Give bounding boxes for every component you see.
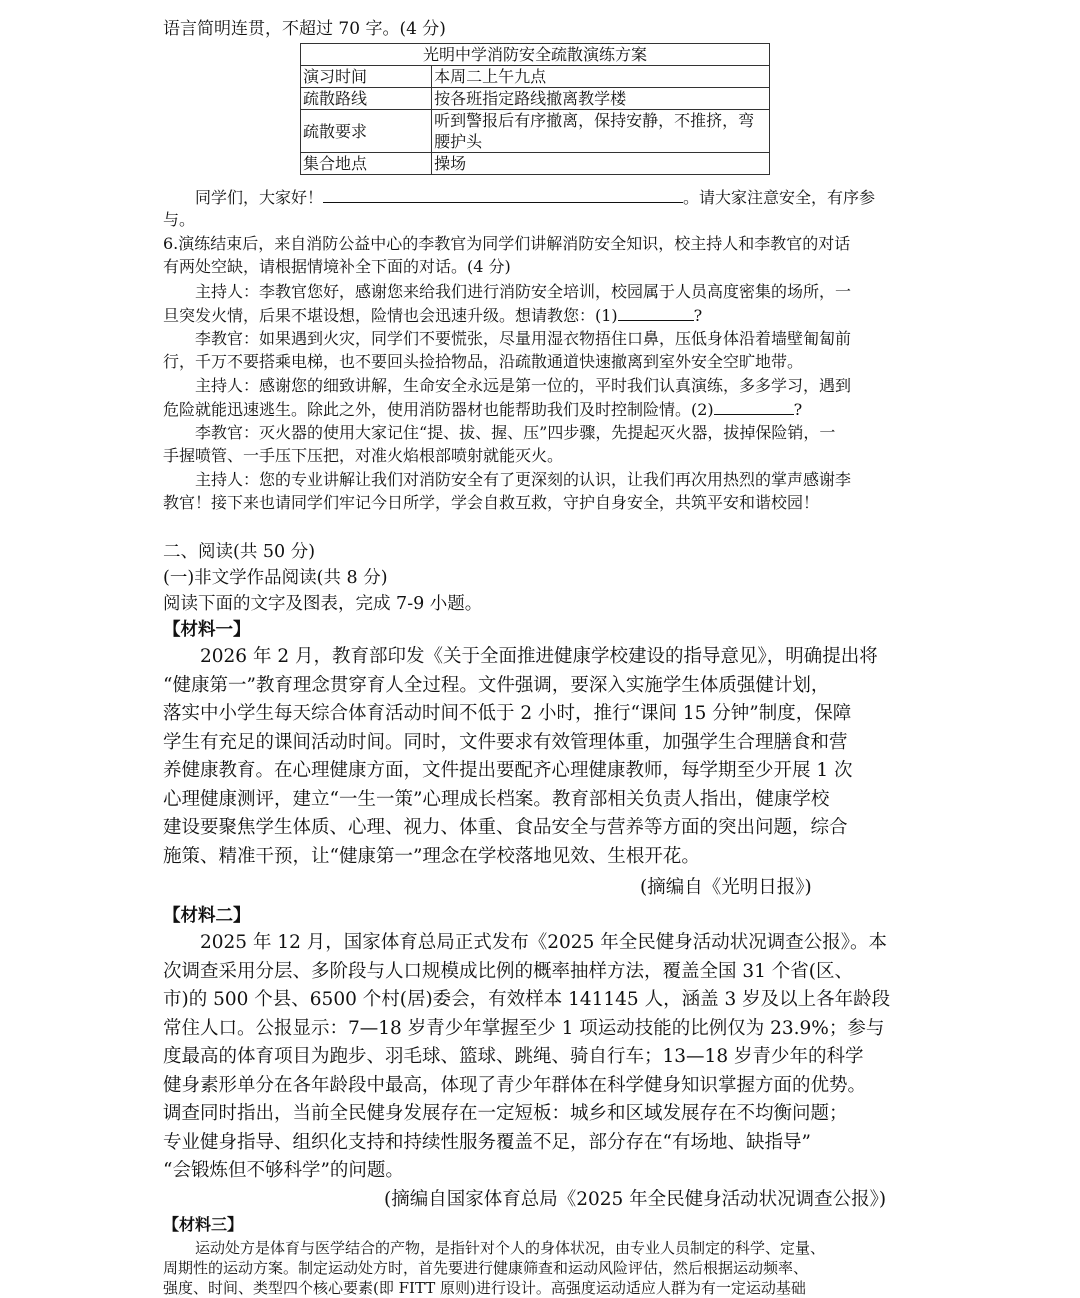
table-row (301, 66, 770, 88)
table-cell-value: 本周二上午九点 (432, 66, 770, 88)
section-heading: 二、阅读(共 50 分) (163, 542, 316, 562)
answer-blank-1[interactable] (618, 304, 694, 321)
dialogue-officer-1: 李教官：如果遇到火灾，同学们不要慌张，尽量用湿衣物捂住口鼻，压低身体沿着墙壁匍匐前 (195, 329, 852, 348)
dialogue-host-2: 主持人：感谢您的细致讲解，生命安全永远是第一位的，平时我们认真演练，多多学习，遇到 (195, 376, 852, 395)
material-2-line: 度最高的体育项目为跑步、羽毛球、篮球、跳绳、骑自行车；13—18 岁青少年的科学 (163, 1046, 864, 1067)
material-1-line: 学生有充足的课间活动时间。同时，文件要求有效管理体重，加强学生合理膳食和营 (163, 732, 848, 753)
table-cell-value: 操场 (432, 153, 770, 175)
material-1-label: 【材料一】 (163, 620, 251, 640)
dialogue-host-1-cont (163, 304, 702, 327)
material-2-line: 2025 年 12 月，国家体育总局正式发布《2025 年全民健身活动状况调查公报》。本 (200, 932, 887, 953)
material-2-line: 常住人口。公报显示：7—18 岁青少年掌握至少 1 项运动技能的比例仅为 23.9%；参与 (163, 1018, 885, 1039)
q6-stem-line2: 有两处空缺，请根据情境补全下面的对话。(4 分) (163, 257, 511, 276)
table-title-row (301, 44, 770, 66)
reading-instruction: 阅读下面的文字及图表，完成 7-9 小题。 (163, 594, 483, 614)
table-row (301, 153, 770, 175)
material-2-line: 健身素形单分在各年龄段中最高，体现了青少年群体在科学健身知识掌握方面的优势。 (163, 1075, 867, 1096)
q6-stem-line1: 6.演练结束后，来自消防公益中心的李教官为同学们讲解消防安全知识，校主持人和李教官的对话 (163, 234, 851, 253)
dialogue-host-3-cont: 教官！接下来也请同学们牢记今日所学，学会自救互救，守护自身安全，共筑平安和谐校园！ (163, 493, 820, 512)
material-1-line: 落实中小学生每天综合体育活动时间不低于 2 小时，推行“课间 15 分钟”制度，保障 (163, 703, 852, 724)
answer-blank-2[interactable] (714, 398, 794, 415)
question-mark: ? (793, 400, 803, 419)
table-row (301, 110, 770, 153)
q5-answer-prefix: 同学们，大家好！ (195, 188, 324, 207)
material-3-line: 周期性的运动方案。制定运动处方时，首先要进行健康筛查和运动风险评估，然后根据运动频率、 (163, 1259, 809, 1277)
table-cell-value: 听到警报后有序撤离，保持安静，不推挤，弯腰护头 (432, 110, 770, 153)
dialogue-text: 危险就能迅速逃生。除此之外，使用消防器材也能帮助我们及时控制险情。(2) (163, 400, 714, 419)
table-row (301, 88, 770, 110)
material-3-line: 强度、时间、类型四个核心要素(即 FITT 原则)进行设计。高强度运动适应人群为有一定运动基础 (163, 1279, 806, 1297)
dialogue-host-3: 主持人：您的专业讲解让我们对消防安全有了更深刻的认识，让我们再次用热烈的掌声感谢李 (195, 470, 852, 489)
material-1-line: 心理健康测评，建立“一生一策”心理成长档案。教育部相关负责人指出，健康学校 (163, 789, 830, 810)
dialogue-text: 旦突发火情，后果不堪设想，险情也会迅速升级。想请教您：(1) (163, 306, 618, 325)
drill-plan-table (300, 43, 770, 175)
material-1-source: (摘编自《光明日报》) (640, 877, 812, 898)
material-1-line: “健康第一”教育理念贯穿育人全过程。文件强调，要深入实施学生体质强健计划， (163, 675, 830, 696)
table-cell-value: 按各班指定路线撤离教学楼 (432, 88, 770, 110)
dialogue-officer-1-cont: 行，千万不要搭乘电梯，也不要回头捡拾物品，沿疏散通道快速撤离到室外安全空旷地带。 (163, 352, 804, 371)
q5-requirement: 语言简明连贯，不超过 70 字。(4 分) (163, 19, 446, 39)
subsection-heading: (一)非文学作品阅读(共 8 分) (163, 568, 388, 588)
material-1-line: 建设要聚焦学生体质、心理、视力、体重、食品安全与营养等方面的突出问题，综合 (163, 817, 848, 838)
material-1-line: 2026 年 2 月，教育部印发《关于全面推进健康学校建设的指导意见》，明确提出将 (200, 646, 878, 667)
dialogue-host-1: 主持人：李教官您好，感谢您来给我们进行消防安全培训，校园属于人员高度密集的场所，一 (195, 282, 852, 301)
material-2-source: (摘编自国家体育总局《2025 年全民健身活动状况调查公报》) (384, 1189, 887, 1210)
material-2-line: 调查同时指出，当前全民健身发展存在一定短板：城乡和区域发展存在不均衡问题； (163, 1103, 848, 1124)
material-3-line: 运动处方是体育与医学结合的产物，是指针对个人的身体状况，由专业人员制定的科学、定量、 (195, 1239, 826, 1257)
dialogue-officer-2-cont: 手握喷管、一手压下压把，对准火焰根部喷射就能灭火。 (163, 446, 564, 465)
question-mark: ? (693, 306, 703, 325)
table-title: 光明中学消防安全疏散演练方案 (301, 44, 770, 66)
table-cell-label: 演习时间 (301, 66, 432, 88)
material-2-line: 次调查采用分层、多阶段与人口规模成比例的概率抽样方法，覆盖全国 31 个省(区、 (163, 961, 854, 982)
material-2-label: 【材料二】 (163, 906, 251, 926)
answer-blank[interactable] (323, 186, 683, 203)
q5-answer-suffix: 。请大家注意安全，有序参 (683, 188, 876, 207)
material-1-line: 施策、精准干预，让“健康第一”理念在学校落地见效、生根开花。 (163, 846, 700, 867)
dialogue-officer-2: 李教官：灭火器的使用大家记住“提、拔、握、压”四步骤，先提起灭火器，拔掉保险销，一 (195, 423, 836, 442)
dialogue-host-2-cont (163, 398, 802, 421)
table-cell-label: 疏散要求 (301, 110, 432, 153)
table-cell-label: 疏散路线 (301, 88, 432, 110)
table-cell-label: 集合地点 (301, 153, 432, 175)
material-2-line: “会锻炼但不够科学”的问题。 (163, 1160, 404, 1181)
material-2-line: 专业健身指导、组织化支持和持续性服务覆盖不足，部分存在“有场地、缺指导” (163, 1132, 811, 1153)
q5-answer-wrap: 与。 (163, 210, 196, 229)
material-3-label: 【材料三】 (163, 1215, 244, 1234)
q5-answer-line (195, 186, 875, 209)
material-2-line: 市)的 500 个县、6500 个村(居)委会，有效样本 141145 人，涵盖 3 岁及以上各年龄段 (163, 989, 891, 1010)
material-1-line: 养健康教育。在心理健康方面，文件提出要配齐心理健康教师，每学期至少开展 1 次 (163, 760, 853, 781)
